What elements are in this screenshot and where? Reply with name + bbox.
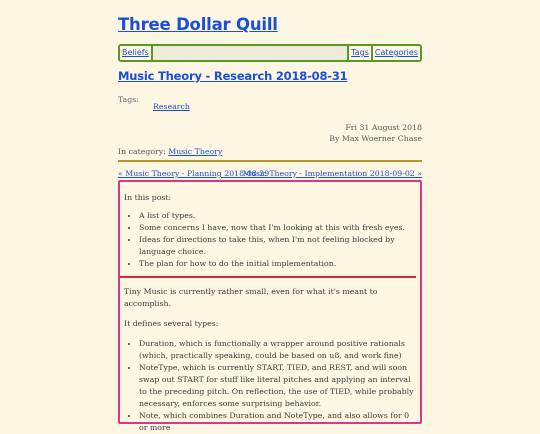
body-paragraph: It defines several types:	[124, 319, 219, 328]
tag-link-research[interactable]: Research	[153, 102, 190, 111]
type-item: • NoteType, which is currently START, TIED, and REST, and will soon swap out START for stuff like literal pitches and applying an interval to the preceding pitch. On reflection, the use of TIED, while probably necessary, enforces some surprising behavior.	[139, 362, 414, 410]
toc-list	[124, 210, 414, 270]
toc-item: • Ideas for directions to take this, when I'm not feeling blocked by language choice.	[139, 234, 414, 258]
types-list	[124, 338, 414, 434]
post-author: By Max Woerner Chase	[329, 134, 422, 143]
toc-item: • The plan for how to do the initial implementation.	[139, 258, 414, 270]
site-title-link[interactable]: Three Dollar Quill	[118, 15, 278, 34]
divider-rule	[118, 160, 422, 162]
type-item: • Note, which combines Duration and NoteType, and also allows for 0 or more	[139, 410, 414, 434]
category-line	[118, 146, 222, 158]
toc-item: • A list of types.	[139, 210, 414, 222]
tags-label: Tags:	[118, 95, 139, 104]
body-paragraph: Tiny Music is currently rather small, even for what it's meant to accomplish.	[124, 287, 378, 308]
category-label: In category:	[118, 147, 166, 156]
next-post-link[interactable]: Music Theory - Implementation 2018-09-02 »	[242, 169, 422, 178]
post-body	[124, 192, 414, 434]
toc-item: • Some concerns I have, now that I'm looking at this with fresh eyes.	[139, 222, 414, 234]
section-divider	[120, 276, 416, 278]
nav-link-categories[interactable]: Categories	[373, 46, 420, 60]
toc-intro: In this post:	[124, 193, 172, 202]
type-item: • Duration, which is functionally a wrapper around positive rationals (which, practically speaking, could be based on u8, and work fine)	[139, 338, 414, 362]
category-link[interactable]: Music Theory	[168, 147, 223, 156]
nav-link-tags[interactable]: Tags	[349, 46, 371, 60]
post-content-box	[118, 180, 422, 432]
prev-post-link[interactable]: « Music Theory - Planning 2018-08-29	[118, 169, 270, 178]
post-date: Fri 31 August 2018	[345, 123, 422, 132]
nav-link-beliefs[interactable]: Beliefs	[120, 46, 151, 60]
nav-spacer	[153, 46, 347, 60]
top-nav-bar	[118, 44, 422, 62]
post-title-link[interactable]: Music Theory - Research 2018-08-31	[118, 69, 348, 83]
